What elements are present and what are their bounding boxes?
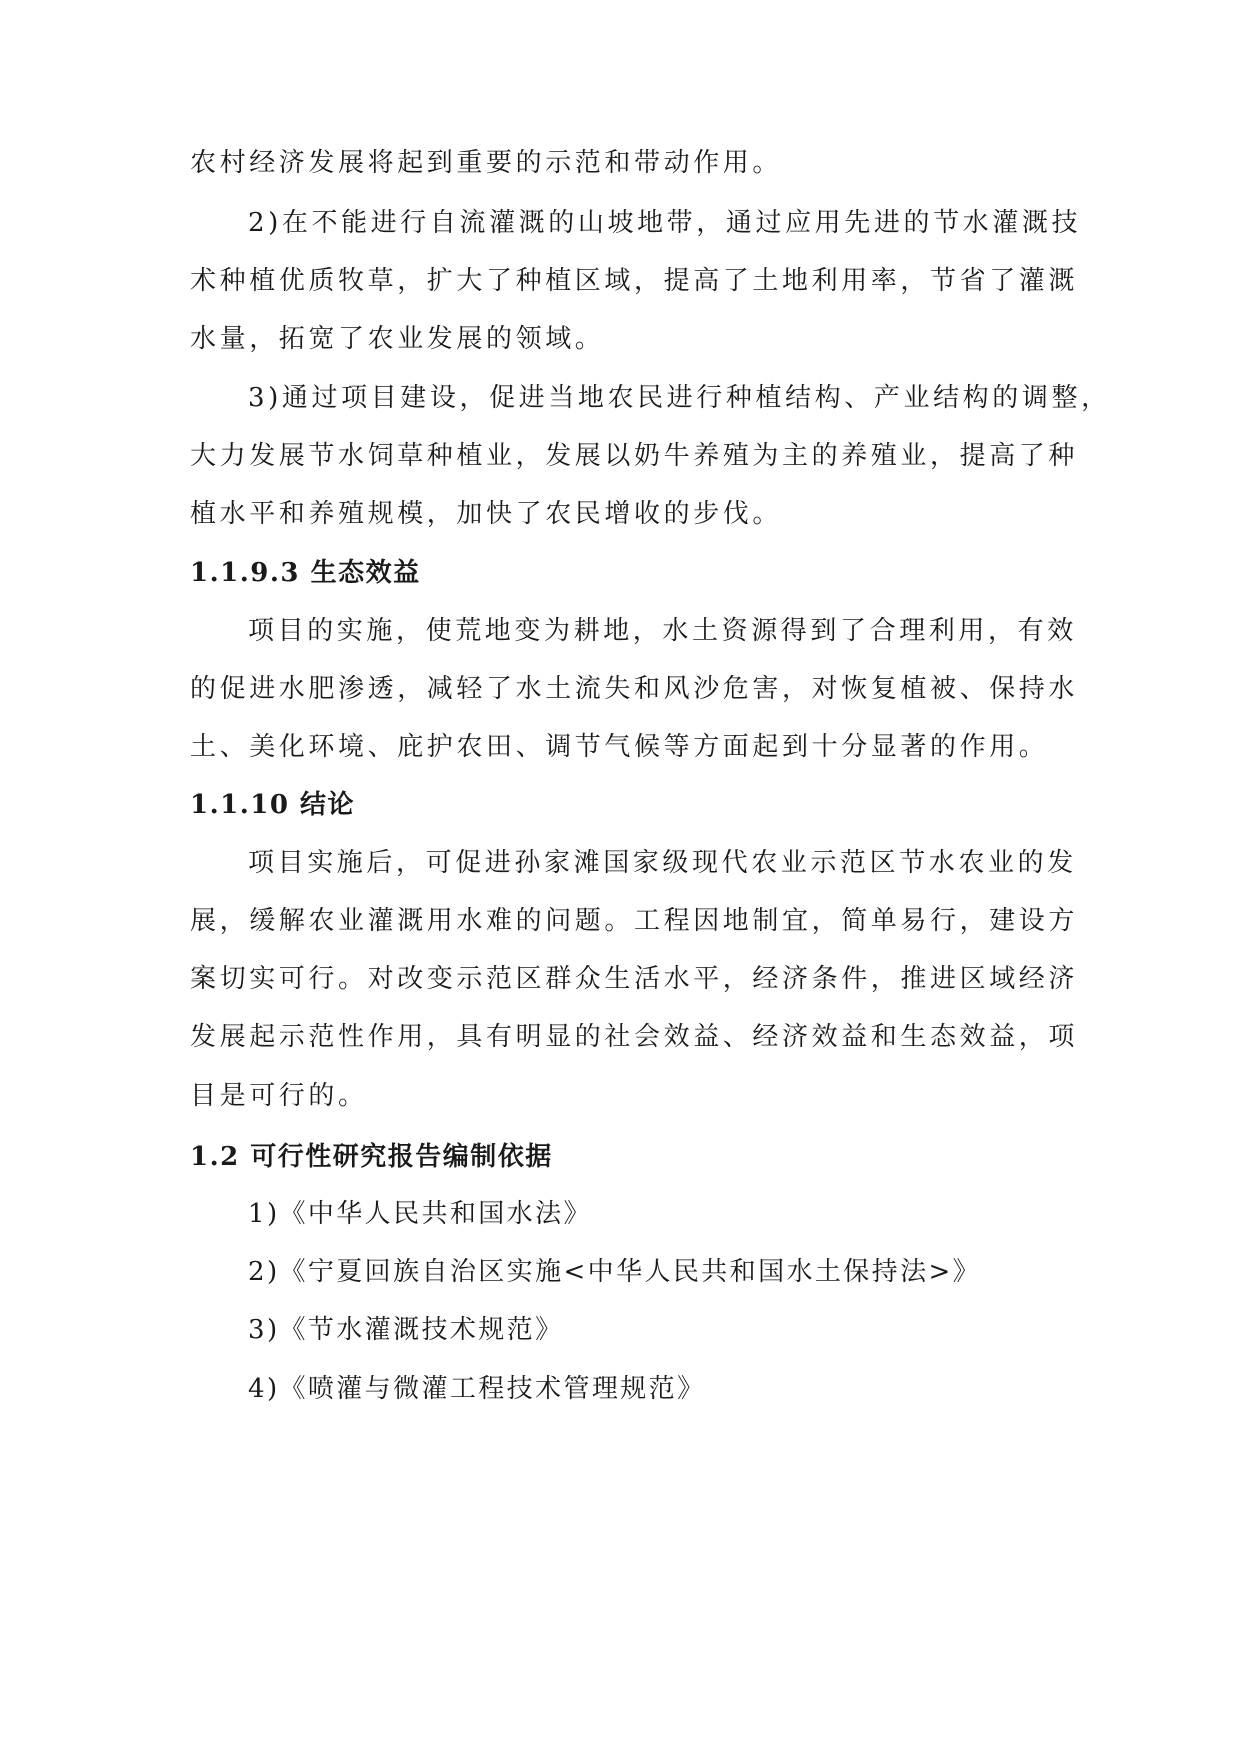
paragraph-tail: 农村经济发展将起到重要的示范和带动作用。 — [190, 148, 783, 178]
section-heading: 1.2 可行性研究报告编制依据 — [190, 1142, 553, 1172]
paragraph-line: 项目实施后，可促进孙家滩国家级现代农业示范区节水农业的发 — [248, 848, 1077, 878]
paragraph-line: 植水平和养殖规模，加快了农民增收的步伐。 — [190, 499, 783, 529]
paragraph-line: 案切实可行。对改变示范区群众生活水平，经济条件，推进区域经济 — [190, 964, 1079, 994]
reference-item: 2)《宁夏回族自治区实施<中华人民共和国水土保持法>》 — [248, 1257, 982, 1287]
paragraph-line: 2)在不能进行自流灌溉的山坡地带，通过应用先进的节水灌溉技 — [248, 208, 1082, 238]
paragraph-line: 展，缓解农业灌溉用水难的问题。工程因地制宜，简单易行，建设方 — [190, 906, 1079, 936]
paragraph-line: 土、美化环境、庇护农田、调节气候等方面起到十分显著的作用。 — [190, 732, 1049, 762]
section-heading: 1.1.9.3 生态效益 — [190, 558, 421, 588]
reference-item: 1)《中华人民共和国水法》 — [248, 1199, 592, 1229]
paragraph-line: 目是可行的。 — [190, 1081, 368, 1111]
paragraph-line: 项目的实施，使荒地变为耕地，水土资源得到了合理利用，有效 — [248, 616, 1077, 646]
section-heading: 1.1.10 结论 — [190, 790, 356, 820]
paragraph-line: 3)通过项目建设，促进当地农民进行种植结构、产业结构的调整， — [248, 383, 1111, 413]
reference-item: 4)《喷灌与微灌工程技术管理规范》 — [248, 1374, 706, 1404]
paragraph-line: 的促进水肥渗透，减轻了水土流失和风沙危害，对恢复植被、保持水 — [190, 674, 1079, 704]
paragraph-line: 水量，拓宽了农业发展的领域。 — [190, 324, 605, 354]
paragraph-line: 术种植优质牧草，扩大了种植区域，提高了土地利用率，节省了灌溉 — [190, 266, 1079, 296]
paragraph-line: 大力发展节水饲草种植业，发展以奶牛养殖为主的养殖业，提高了种 — [190, 441, 1079, 471]
reference-item: 3)《节水灌溉技术规范》 — [248, 1315, 564, 1345]
paragraph-line: 发展起示范性作用，具有明显的社会效益、经济效益和生态效益，项 — [190, 1022, 1079, 1052]
